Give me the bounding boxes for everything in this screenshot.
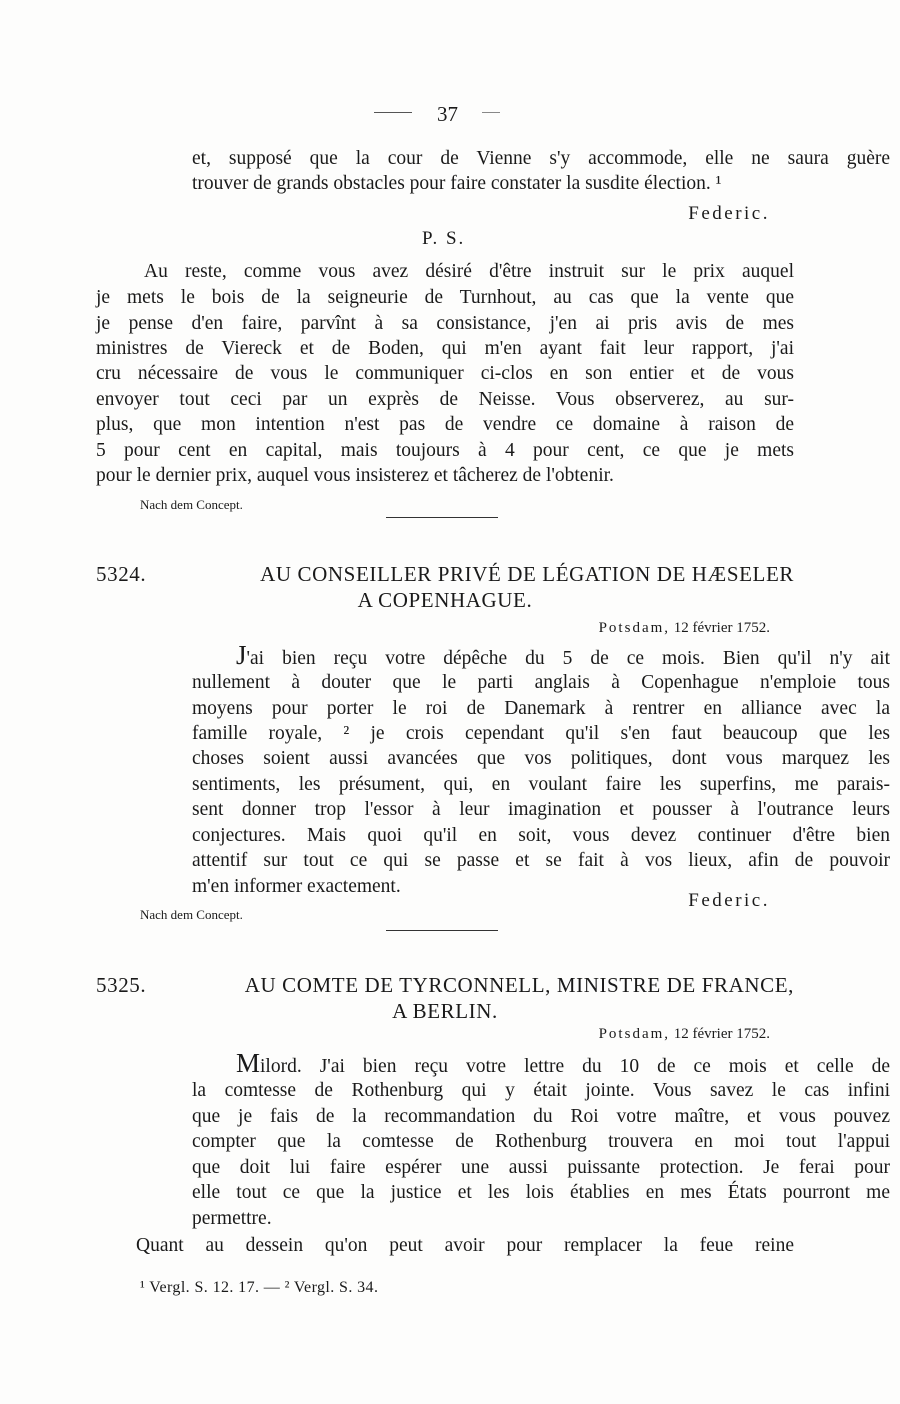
text-line: sentiments, les présument, qui, en voulant faire les superfins, me parais- [192, 774, 890, 795]
text-line: plus, que mon intention n'est pas de vendre ce domaine à raison de [96, 414, 794, 435]
letter-heading-5324 [96, 561, 794, 613]
text-line: J'ai bien reçu votre dépêche du 5 de ce mois. Bien qu'il n'y ait [236, 640, 890, 670]
source-note: Nach dem Concept. [140, 497, 243, 512]
text-line: elle tout ce que la justice et les lois établies en mes États pourront me [192, 1182, 890, 1203]
text-line: la comtesse de Rothenburg qui y était jointe. Vous savez le cas infini [192, 1080, 890, 1101]
text-line: compter que la comtesse de Rothenburg trouvera en moi tout l'appui [192, 1131, 890, 1152]
letter-heading-5325 [96, 972, 794, 1024]
letter-recipient: AU COMTE DE TYRCONNELL, MINISTRE DE FRANCE, [244, 973, 794, 997]
page-number-rule-left [374, 112, 412, 113]
footnotes: ¹ Vergl. S. 12. 17. — ² Vergl. S. 34. [140, 1279, 379, 1296]
ps-heading: P. S. [422, 228, 466, 249]
text-line: que doit lui faire espérer une aussi puissante protection. Je ferai pour [192, 1157, 890, 1178]
source-note: Nach dem Concept. [140, 907, 243, 922]
letter-recipient-place: A COPENHAGUE. [357, 588, 533, 612]
text-line: Milord. J'ai bien reçu votre lettre du 10 de ce mois et celle de [236, 1048, 890, 1078]
text-line: cru nécessaire de vous le communiquer ci-clos en son entier et de vous [96, 363, 794, 384]
page-number: 37 [437, 102, 458, 126]
text-line: Au reste, comme vous avez désiré d'être instruit sur le prix auquel [144, 261, 794, 282]
letter-date: Potsdam, 12 février 1752. [598, 1026, 770, 1042]
letter-recipient-place: A BERLIN. [392, 999, 498, 1023]
text-line: Quant au dessein qu'on peut avoir pour remplacer la feue reine [136, 1235, 794, 1256]
signature-federic: Federic. [688, 890, 770, 911]
text-line: m'en informer exactement. [192, 876, 401, 897]
text-line: attentif sur tout ce qui se passe et se fait à vos lieux, afin de pouvoir [192, 850, 890, 871]
section-divider [386, 930, 498, 931]
letter-date: Potsdam, 12 février 1752. [598, 620, 770, 636]
text-line: 5 pour cent en capital, mais toujours à 4 pour cent, ce que je mets [96, 440, 794, 461]
text-line: que je fais de la recommandation du Roi votre maître, et vous pouvez [192, 1106, 890, 1127]
text-line: sent donner trop l'essor à leur imagination et pousser à l'outrance leurs [192, 799, 890, 820]
page-number-rule-right [482, 112, 500, 113]
text-line: je mets le bois de la seigneurie de Turnhout, au cas que la vente que [96, 287, 794, 308]
section-divider [386, 517, 498, 518]
letter-recipient: AU CONSEILLER PRIVÉ DE LÉGATION DE HÆSELER [260, 562, 794, 586]
text-line: ministres de Viereck et de Boden, qui m'en ayant fait leur rapport, j'ai [96, 338, 794, 359]
text-line: choses soient aussi avancées que vos politiques, dont vous marquez les [192, 748, 890, 769]
text-line: trouver de grands obstacles pour faire constater la susdite élection. ¹ [192, 173, 722, 194]
letter-number: 5325. [96, 973, 147, 997]
text-line: pour le dernier prix, auquel vous insisterez et tâcherez de l'obtenir. [96, 465, 614, 486]
letter-number: 5324. [96, 562, 147, 586]
initial-letter: M [236, 1048, 261, 1078]
text-line: nullement à douter que le parti anglais à Copenhague n'emploie tous [192, 672, 890, 693]
text-line: et, supposé que la cour de Vienne s'y accommode, elle ne saura guère [192, 148, 890, 169]
text-line: moyens pour porter le roi de Danemark à rentrer en alliance avec la [192, 698, 890, 719]
signature-federic: Federic. [688, 203, 770, 224]
text-line: envoyer tout ceci par un exprès de Neisse. Vous observerez, au sur- [96, 389, 794, 410]
text-line: famille royale, ² je crois cependant qu'il s'en faut beaucoup que les [192, 723, 890, 744]
text-line: conjectures. Mais quoi qu'il en soit, vous devez continuer d'être bien [192, 825, 890, 846]
text-line: je pense d'en faire, parvînt à sa consistance, j'en ai pris avis de mes [96, 313, 794, 334]
initial-letter: J [236, 640, 247, 670]
text-line: permettre. [192, 1208, 272, 1229]
